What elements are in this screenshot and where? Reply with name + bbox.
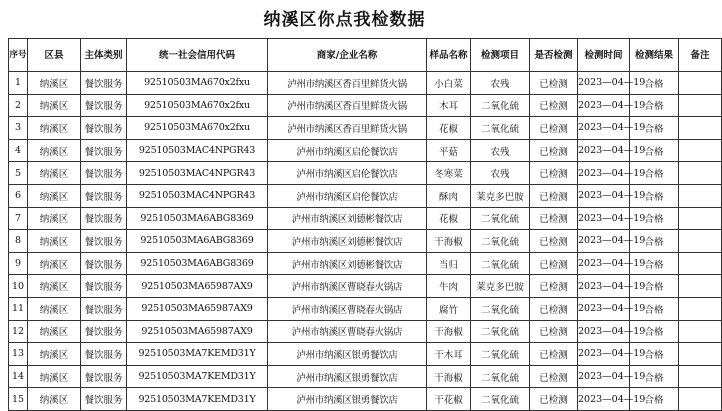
- cell-sample: 干海椒: [427, 320, 471, 343]
- cell-category: 餐饮服务: [81, 207, 127, 230]
- table-body: [9, 72, 722, 411]
- inspection-table: [8, 38, 722, 411]
- cell-credit-code: 92510503MA6ABG8369: [127, 230, 268, 253]
- cell-sample: 木耳: [427, 94, 471, 117]
- table-row: [9, 207, 722, 230]
- cell-tested: 已检测: [530, 94, 578, 117]
- cell-time: 2023—04—19: [578, 252, 630, 275]
- cell-seq: 11: [9, 297, 28, 320]
- cell-sample: 花椒: [427, 117, 471, 140]
- cell-time: 2023—04—19: [578, 320, 630, 343]
- cell-time: 2023—04—19: [578, 184, 630, 207]
- cell-tested: 已检测: [530, 343, 578, 366]
- cell-item: 二氧化硫: [471, 297, 530, 320]
- table-row: [9, 252, 722, 275]
- table-row: [9, 275, 722, 298]
- cell-seq: 12: [9, 320, 28, 343]
- cell-time: 2023—04—19: [578, 72, 630, 95]
- header-merchant: 商家/企业名称: [268, 39, 427, 72]
- cell-category: 餐饮服务: [81, 320, 127, 343]
- cell-item: 二氧化硫: [471, 343, 530, 366]
- cell-tested: 已检测: [530, 252, 578, 275]
- cell-item: 二氧化硫: [471, 388, 530, 411]
- cell-tested: 已检测: [530, 72, 578, 95]
- cell-district: 纳溪区: [28, 365, 81, 388]
- cell-item: 二氧化硫: [471, 94, 530, 117]
- table-row: [9, 117, 722, 140]
- cell-merchant: 泸州市纳溪区银勇餐饮店: [268, 343, 427, 366]
- cell-seq: 6: [9, 184, 28, 207]
- cell-item: 二氧化硫: [471, 207, 530, 230]
- cell-credit-code: 92510503MA7KEMD31Y: [127, 388, 268, 411]
- cell-merchant: 泸州市纳溪区刘德彬餐饮店: [268, 230, 427, 253]
- table-row: [9, 94, 722, 117]
- cell-district: 纳溪区: [28, 388, 81, 411]
- cell-credit-code: 92510503MAC4NPGR43: [127, 139, 268, 162]
- table-row: [9, 72, 722, 95]
- cell-time: 2023—04—19: [578, 94, 630, 117]
- cell-note: [679, 343, 722, 366]
- cell-note: [679, 162, 722, 185]
- cell-tested: 已检测: [530, 162, 578, 185]
- cell-time: 2023—04—19: [578, 139, 630, 162]
- cell-tested: 已检测: [530, 388, 578, 411]
- cell-result: 合格: [630, 388, 679, 411]
- cell-sample: 干木耳: [427, 343, 471, 366]
- cell-tested: 已检测: [530, 365, 578, 388]
- cell-note: [679, 230, 722, 253]
- cell-sample: 花椒: [427, 207, 471, 230]
- cell-note: [679, 94, 722, 117]
- cell-tested: 已检测: [530, 207, 578, 230]
- cell-district: 纳溪区: [28, 139, 81, 162]
- cell-result: 合格: [630, 275, 679, 298]
- cell-result: 合格: [630, 207, 679, 230]
- cell-category: 餐饮服务: [81, 365, 127, 388]
- page-title: 纳溪区你点我检数据: [263, 10, 426, 30]
- header-district: 区县: [28, 39, 81, 72]
- cell-note: [679, 117, 722, 140]
- cell-merchant: 泸州市纳溪区刘德彬餐饮店: [268, 207, 427, 230]
- cell-merchant: 泸州市纳溪区银勇餐饮店: [268, 388, 427, 411]
- cell-tested: 已检测: [530, 320, 578, 343]
- cell-seq: 1: [9, 72, 28, 95]
- cell-category: 餐饮服务: [81, 72, 127, 95]
- cell-result: 合格: [630, 162, 679, 185]
- cell-note: [679, 320, 722, 343]
- cell-sample: 小白菜: [427, 72, 471, 95]
- table-row: [9, 388, 722, 411]
- cell-district: 纳溪区: [28, 72, 81, 95]
- table-header-row: [9, 39, 722, 72]
- cell-note: [679, 72, 722, 95]
- cell-credit-code: 92510503MA6ABG8369: [127, 252, 268, 275]
- header-tested: 是否检测: [530, 39, 578, 72]
- cell-category: 餐饮服务: [81, 388, 127, 411]
- cell-note: [679, 139, 722, 162]
- cell-category: 餐饮服务: [81, 252, 127, 275]
- cell-seq: 5: [9, 162, 28, 185]
- cell-merchant: 泸州市纳溪区启伦餐饮店: [268, 162, 427, 185]
- cell-merchant: 泸州市纳溪区曹晓春火锅店: [268, 320, 427, 343]
- cell-result: 合格: [630, 297, 679, 320]
- cell-sample: 牛肉: [427, 275, 471, 298]
- header-credit-code: 统一社会信用代码: [127, 39, 268, 72]
- cell-time: 2023—04—19: [578, 388, 630, 411]
- cell-note: [679, 184, 722, 207]
- table-row: [9, 320, 722, 343]
- cell-district: 纳溪区: [28, 252, 81, 275]
- cell-category: 餐饮服务: [81, 139, 127, 162]
- cell-district: 纳溪区: [28, 343, 81, 366]
- header-time: 检测时间: [578, 39, 630, 72]
- cell-credit-code: 92510503MA65987AX9: [127, 275, 268, 298]
- cell-note: [679, 365, 722, 388]
- cell-result: 合格: [630, 252, 679, 275]
- cell-merchant: 泸州市纳溪区香百里鲜货火锅: [268, 117, 427, 140]
- header-sample: 样品名称: [427, 39, 471, 72]
- cell-result: 合格: [630, 139, 679, 162]
- table-row: [9, 184, 722, 207]
- table-row: [9, 343, 722, 366]
- cell-seq: 8: [9, 230, 28, 253]
- cell-district: 纳溪区: [28, 117, 81, 140]
- table-row: [9, 162, 722, 185]
- cell-item: 二氧化硫: [471, 320, 530, 343]
- header-note: 备注: [679, 39, 722, 72]
- cell-district: 纳溪区: [28, 297, 81, 320]
- cell-credit-code: 92510503MA670x2fxu: [127, 94, 268, 117]
- cell-tested: 已检测: [530, 139, 578, 162]
- cell-credit-code: 92510503MA670x2fxu: [127, 72, 268, 95]
- cell-note: [679, 207, 722, 230]
- cell-time: 2023—04—19: [578, 275, 630, 298]
- cell-district: 纳溪区: [28, 184, 81, 207]
- table-row: [9, 297, 722, 320]
- cell-district: 纳溪区: [28, 207, 81, 230]
- cell-item: 莱克多巴胺: [471, 275, 530, 298]
- cell-result: 合格: [630, 72, 679, 95]
- cell-result: 合格: [630, 117, 679, 140]
- cell-item: 莱克多巴胺: [471, 184, 530, 207]
- cell-note: [679, 252, 722, 275]
- cell-result: 合格: [630, 365, 679, 388]
- cell-tested: 已检测: [530, 275, 578, 298]
- cell-district: 纳溪区: [28, 320, 81, 343]
- cell-seq: 15: [9, 388, 28, 411]
- cell-credit-code: 92510503MA6ABG8369: [127, 207, 268, 230]
- cell-merchant: 泸州市纳溪区银勇餐饮店: [268, 365, 427, 388]
- cell-item: 二氧化硫: [471, 117, 530, 140]
- cell-category: 餐饮服务: [81, 343, 127, 366]
- cell-district: 纳溪区: [28, 162, 81, 185]
- cell-district: 纳溪区: [28, 230, 81, 253]
- cell-category: 餐饮服务: [81, 230, 127, 253]
- cell-merchant: 泸州市纳溪区曹晓春火锅店: [268, 297, 427, 320]
- header-item: 检测项目: [471, 39, 530, 72]
- header-seq: 序号: [9, 39, 28, 72]
- cell-seq: 4: [9, 139, 28, 162]
- header-result: 检测结果: [630, 39, 679, 72]
- cell-category: 餐饮服务: [81, 184, 127, 207]
- cell-time: 2023—04—19: [578, 297, 630, 320]
- cell-seq: 7: [9, 207, 28, 230]
- cell-merchant: 泸州市纳溪区香百里鲜货火锅: [268, 94, 427, 117]
- table-row: [9, 365, 722, 388]
- cell-sample: 当归: [427, 252, 471, 275]
- cell-district: 纳溪区: [28, 275, 81, 298]
- cell-merchant: 泸州市纳溪区启伦餐饮店: [268, 139, 427, 162]
- cell-item: 二氧化硫: [471, 230, 530, 253]
- cell-merchant: 泸州市纳溪区启伦餐饮店: [268, 184, 427, 207]
- cell-time: 2023—04—19: [578, 207, 630, 230]
- cell-credit-code: 92510503MA670x2fxu: [127, 117, 268, 140]
- cell-credit-code: 92510503MAC4NPGR43: [127, 184, 268, 207]
- cell-district: 纳溪区: [28, 94, 81, 117]
- cell-merchant: 泸州市纳溪区刘德彬餐饮店: [268, 252, 427, 275]
- cell-category: 餐饮服务: [81, 162, 127, 185]
- cell-seq: 14: [9, 365, 28, 388]
- cell-credit-code: 92510503MA7KEMD31Y: [127, 365, 268, 388]
- cell-seq: 9: [9, 252, 28, 275]
- cell-merchant: 泸州市纳溪区香百里鲜货火锅: [268, 72, 427, 95]
- cell-result: 合格: [630, 320, 679, 343]
- cell-seq: 3: [9, 117, 28, 140]
- cell-category: 餐饮服务: [81, 117, 127, 140]
- cell-tested: 已检测: [530, 117, 578, 140]
- cell-sample: 干海椒: [427, 230, 471, 253]
- cell-credit-code: 92510503MA7KEMD31Y: [127, 343, 268, 366]
- header-category: 主体类别: [81, 39, 127, 72]
- cell-credit-code: 92510503MAC4NPGR43: [127, 162, 268, 185]
- cell-seq: 2: [9, 94, 28, 117]
- cell-tested: 已检测: [530, 297, 578, 320]
- cell-sample: 干花椒: [427, 388, 471, 411]
- cell-time: 2023—04—19: [578, 230, 630, 253]
- cell-category: 餐饮服务: [81, 275, 127, 298]
- cell-tested: 已检测: [530, 184, 578, 207]
- cell-time: 2023—04—19: [578, 117, 630, 140]
- cell-merchant: 泸州市纳溪区曹晓春火锅店: [268, 275, 427, 298]
- cell-sample: 平菇: [427, 139, 471, 162]
- cell-item: 农残: [471, 139, 530, 162]
- cell-sample: 干海椒: [427, 365, 471, 388]
- table-row: [9, 139, 722, 162]
- cell-result: 合格: [630, 94, 679, 117]
- cell-category: 餐饮服务: [81, 94, 127, 117]
- cell-sample: 酥肉: [427, 184, 471, 207]
- cell-sample: 冬寒菜: [427, 162, 471, 185]
- cell-time: 2023—04—19: [578, 343, 630, 366]
- cell-credit-code: 92510503MA65987AX9: [127, 297, 268, 320]
- cell-item: 农残: [471, 72, 530, 95]
- cell-result: 合格: [630, 343, 679, 366]
- cell-item: 二氧化硫: [471, 252, 530, 275]
- cell-tested: 已检测: [530, 230, 578, 253]
- cell-note: [679, 388, 722, 411]
- cell-credit-code: 92510503MA65987AX9: [127, 320, 268, 343]
- cell-item: 二氧化硫: [471, 365, 530, 388]
- cell-result: 合格: [630, 230, 679, 253]
- cell-result: 合格: [630, 184, 679, 207]
- cell-note: [679, 297, 722, 320]
- table-row: [9, 230, 722, 253]
- cell-note: [679, 275, 722, 298]
- cell-category: 餐饮服务: [81, 297, 127, 320]
- cell-time: 2023—04—19: [578, 162, 630, 185]
- cell-seq: 10: [9, 275, 28, 298]
- cell-time: 2023—04—19: [578, 365, 630, 388]
- cell-seq: 13: [9, 343, 28, 366]
- cell-item: 农残: [471, 162, 530, 185]
- cell-sample: 腐竹: [427, 297, 471, 320]
